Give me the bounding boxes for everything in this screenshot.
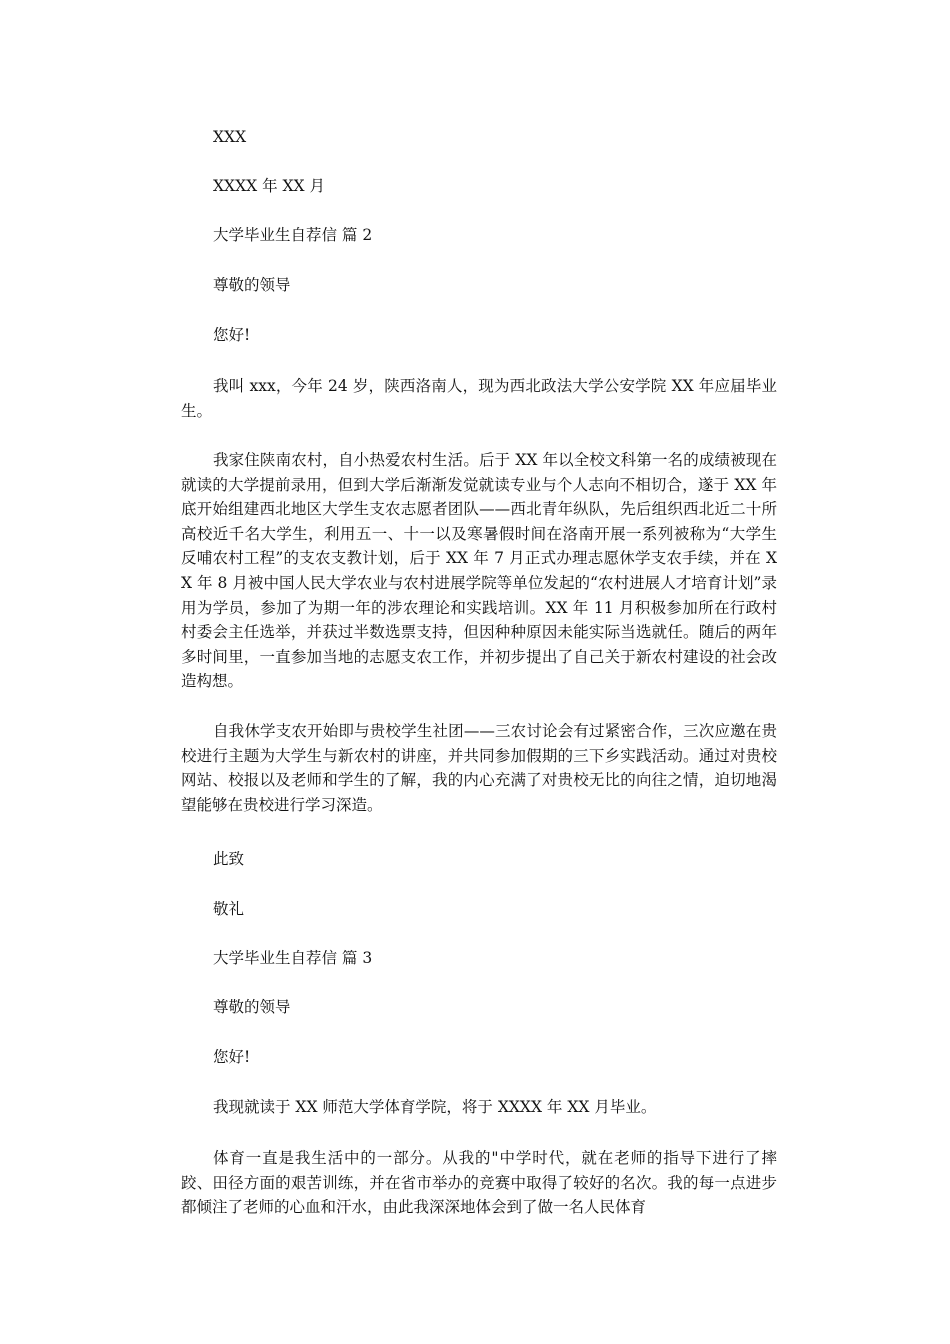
letter3-greeting: 您好!: [213, 1048, 251, 1066]
letter2-paragraph: 自我休学支农开始即与贵校学生社团——三农讨论会有过紧密合作，三次应邀在贵校进行主题为大学生与新农村的讲座，并共同参加假期的三下乡实践活动。通过对贵校网站、校报以及老师和学生的了解，我的内心充满了对贵校无比的向往之情，迫切地渴望能够在贵校进行学习深造。: [181, 722, 777, 814]
letter2-closing: 敬礼: [213, 900, 245, 918]
signature-name: XXX: [213, 128, 247, 146]
letter2-heading: 大学毕业生自荐信 篇 2: [213, 226, 373, 244]
letter3-heading: 大学毕业生自荐信 篇 3: [213, 949, 373, 967]
letter2-closing: 此致: [213, 850, 245, 868]
letter2-greeting: 您好!: [213, 326, 251, 344]
signature-date: XXXX 年 XX 月: [213, 177, 325, 195]
letter3-paragraph: 体育一直是我生活中的一部分。从我的"中学时代，就在老师的指导下进行了摔跤、田径方面的艰苦训练，并在省市举办的竞赛中取得了较好的名次。我的每一点进步都倾注了老师的心血和汗水，由此我深深地体会到了做一名人民体育: [181, 1149, 777, 1217]
letter2-paragraph: 我家住陕南农村，自小热爱农村生活。后于 XX 年以全校文科第一名的成绩被现在就读的大学提前录用，但到大学后渐渐发觉就读专业与个人志向不相切合，遂于 XX 年底开始组建西北地区大学生支农志愿者团队——西北青年纵队，先后组织西北近二十所高校近千名大学生，利用五一、十一以及寒暑假时间在洛南开展一系列被称为“大学生反哺农村工程”的支农支教计划，后于 XX 年 7 月正式办理志愿休学支农手续，并在 XX 年 8 月被中国人民大学农业与农村进展学院等单位发起的“农村进展人才培育计划”录用为学员，参加了为期一年的涉农理论和实践培训。XX 年 11 月积极参加所在行政村村委会主任选举，并获过半数选票支持，但因种种原因未能实际当选就任。随后的两年多时间里，一直参加当地的志愿支农工作，并初步提出了自己关于新农村建设的社会改造构想。: [181, 451, 777, 691]
letter3-salutation: 尊敬的领导: [213, 998, 291, 1016]
letter2-paragraph: 我叫 xxx，今年 24 岁，陕西洛南人，现为西北政法大学公安学院 XX 年应届毕业生。: [181, 377, 777, 420]
letter3-paragraph: 我现就读于 XX 师范大学体育学院，将于 XXXX 年 XX 月毕业。: [213, 1098, 657, 1116]
letter2-salutation: 尊敬的领导: [213, 276, 291, 294]
